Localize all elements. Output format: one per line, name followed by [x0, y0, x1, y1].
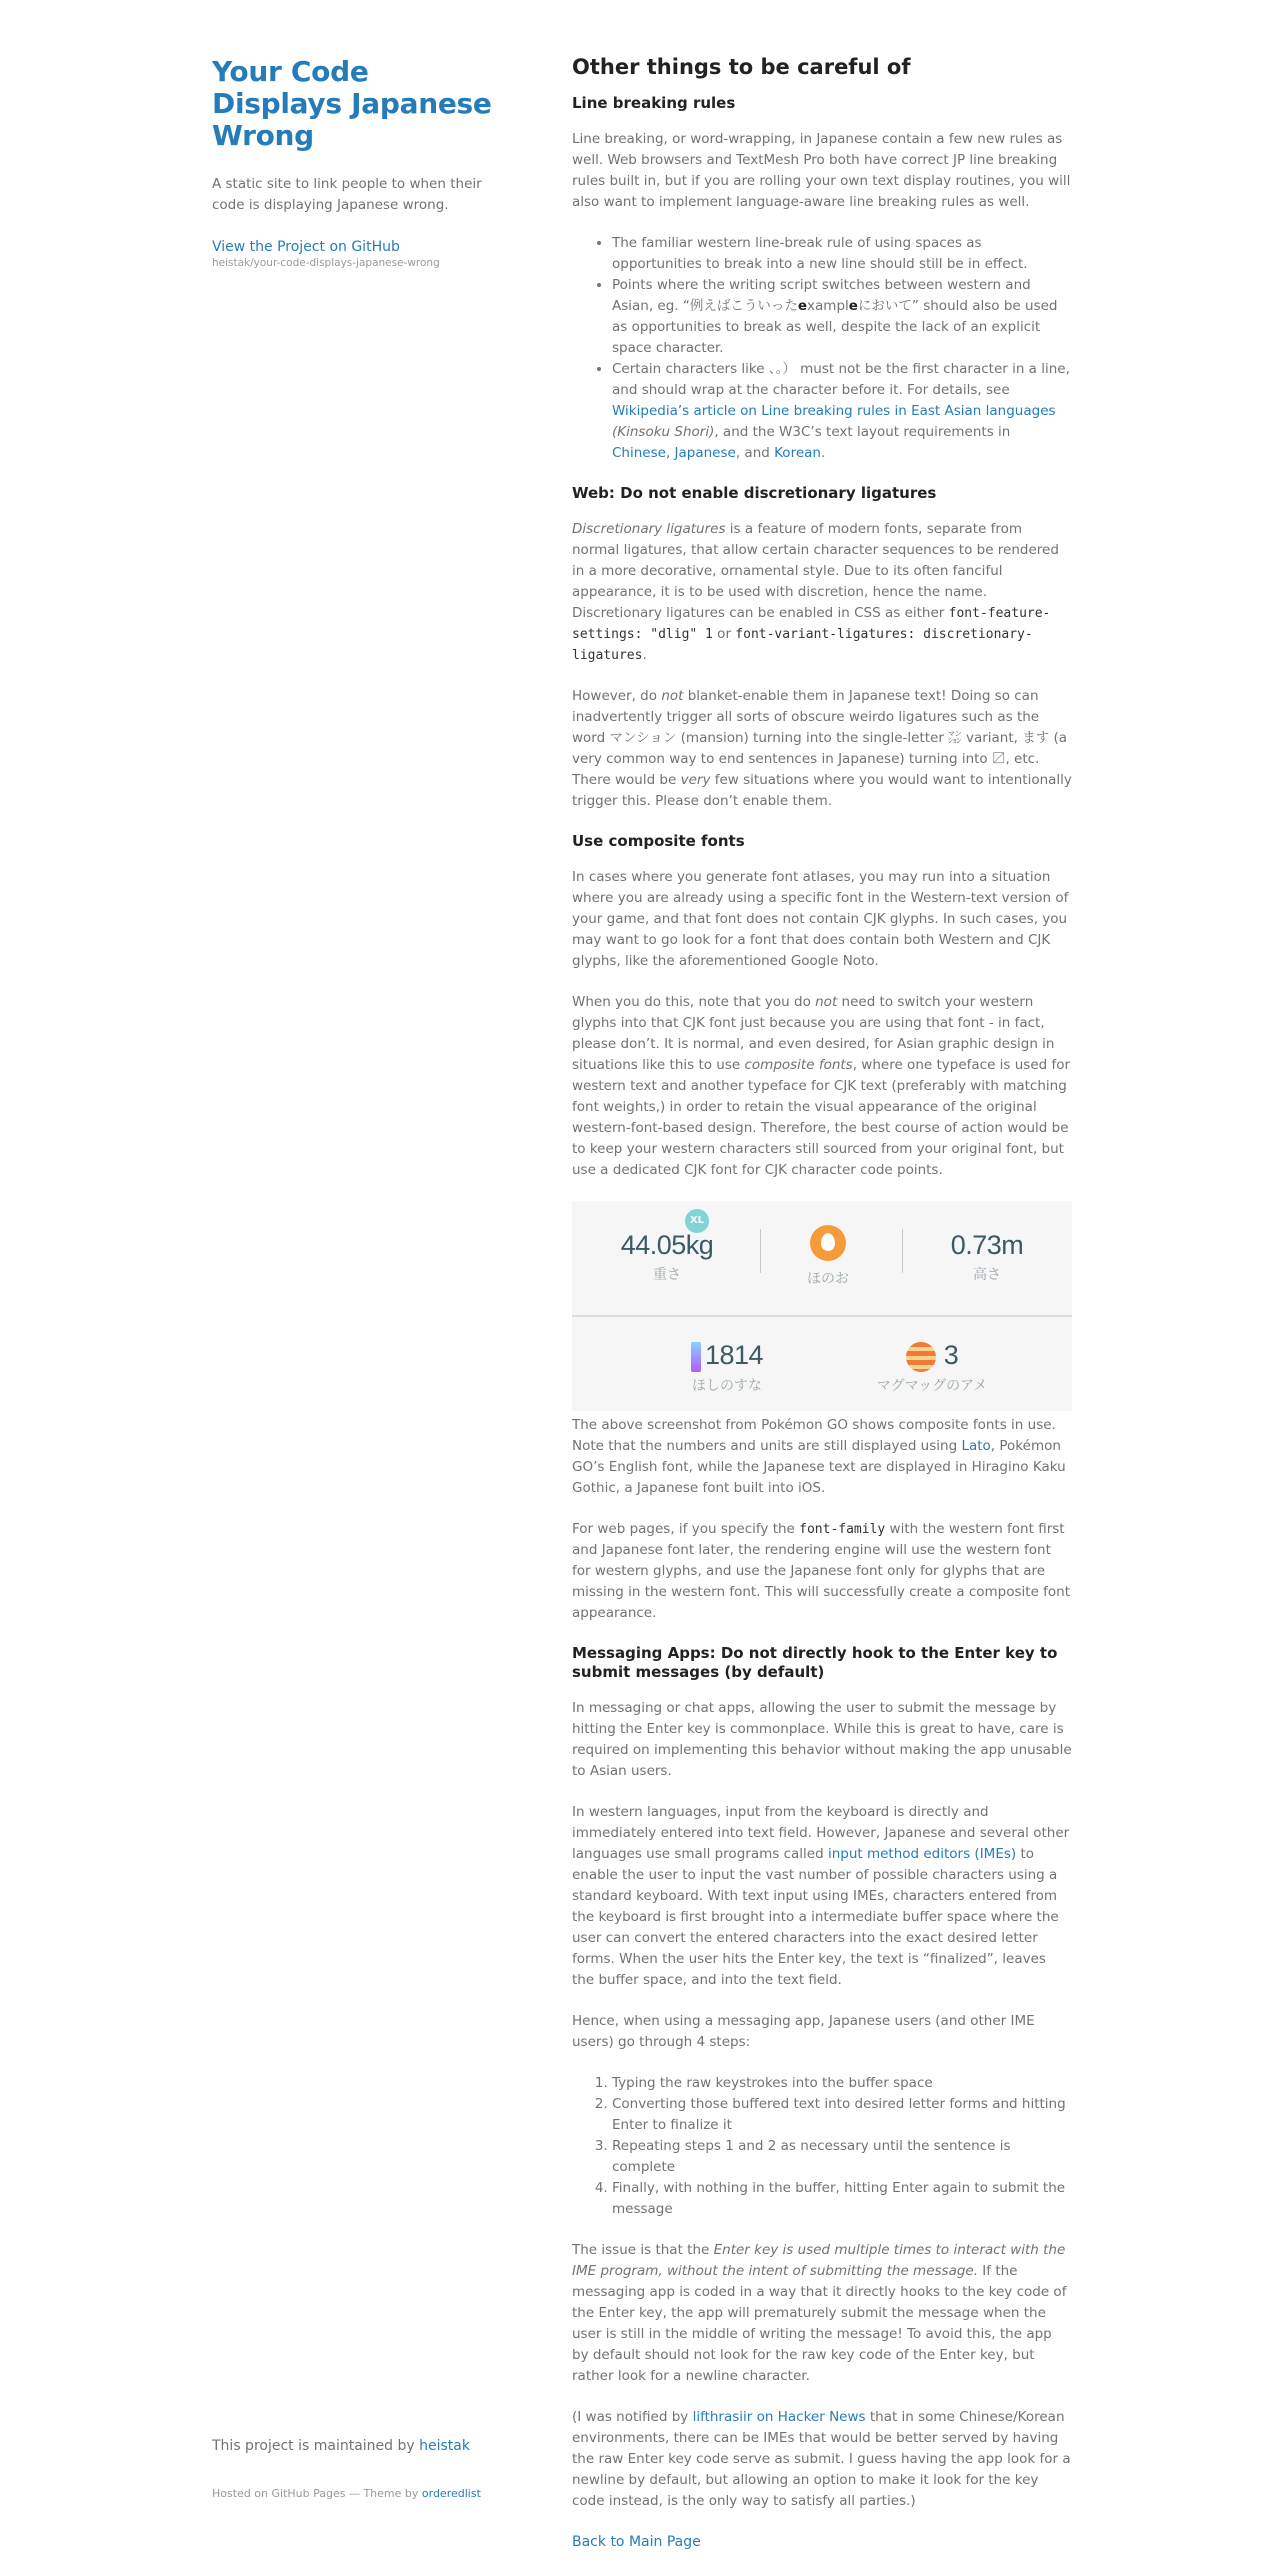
xl-badge: XL — [685, 1209, 709, 1233]
height-value: 0.73m — [950, 1230, 1024, 1260]
candy-icon — [906, 1342, 936, 1372]
stardust-value: 1814 — [704, 1340, 764, 1370]
hosted-prefix: Hosted on GitHub Pages — Theme by — [212, 2487, 422, 2500]
section-heading-ligatures: Web: Do not enable discretionary ligatures — [572, 484, 937, 502]
messaging-paragraph-5: (I was notified by lifthrasiir on Hacker News that in some Chinese/Korean environments, there can be IMEs that would be better served by having the raw Enter key code serve as submit. I guess having the app look for a newline by default, but allowing an option to make it look for the key code instead, is the only way to satisfy all parties.) — [572, 2409, 1071, 2509]
section-heading-composite: Use composite fonts — [572, 832, 745, 850]
composite-paragraph-3: The above screenshot from Pokémon GO shows composite fonts in use. Note that the numbers and units are still displayed using Lato, Pokémon GO’s English font, while the Japanese text are displayed in Hiragino Kaku Gothic, a Japanese font built into iOS. — [572, 1417, 1066, 1496]
type-stat — [778, 1265, 878, 1289]
list-item: • Certain characters like 、。） must not be the first character in a line, and should wrap at the character before it. For details, see Wikipedia’s article on Line breaking rules in East Asian languages (Kinsoku Shori), and the W3C’s text layout requirements in Chinese, Japanese, and Korean. — [612, 359, 1072, 464]
wikipedia-link[interactable]: Wikipedia’s article on Line breaking rules in East Asian languages — [612, 403, 1056, 419]
pokemon-go-screenshot — [572, 1201, 1072, 1411]
candy-stat — [832, 1339, 1032, 1396]
japanese-link[interactable]: Japanese — [674, 445, 736, 461]
messaging-paragraph-2: In western languages, input from the keyboard is directly and immediately entered into text field. However, Japanese and several other languages use small programs called input method editors (IMEs) to enable the user to input the vast number of possible characters using a standard keyboard. With text input using IMEs, characters entered from the keyboard is first brought into a intermediate buffer space where the user can convert the entered characters into the exact desired letter forms. When the user hits the Enter key, the text is “finalized”, leaves the buffer space, and into the text field. — [572, 1804, 1070, 1988]
stat-divider — [902, 1229, 903, 1273]
composite-paragraph-2: When you do this, note that you do not need to switch your western glyphs into that CJK font just because you are using that font - in fact, please don’t. It is normal, and even desired, for Asian graphic design in situations like this to use composite fonts, where one typeface is used for western text and another typeface for CJK text (preferably with matching font weights,) in order to retain the visual appearance of the original western-font-based design. Therefore, the best course of action would be to keep your western characters still sourced from your original font, but use a dedicated CJK font for CJK character code points. — [572, 994, 1071, 1178]
type-label: ほのお — [807, 1271, 849, 1287]
stardust-stat — [652, 1339, 802, 1396]
main-content — [572, 52, 1072, 2553]
sidebar — [212, 56, 492, 270]
height-stat — [922, 1229, 1052, 1285]
list-item: 3. Repeating steps 1 and 2 as necessary until the sentence is complete — [612, 2136, 1072, 2178]
screenshot-divider — [572, 1315, 1072, 1317]
footer — [212, 2436, 492, 2504]
list-item: • The familiar western line-break rule of using spaces as opportunities to break into a new line should still be in effect. — [612, 233, 1072, 275]
ime-steps-list — [612, 2073, 1072, 2220]
weight-label: 重さ — [653, 1267, 681, 1283]
list-item: 4. Finally, with nothing in the buffer, hitting Enter again to submit the message — [612, 2178, 1072, 2220]
section-heading-messaging: Messaging Apps: Do not directly hook to the Enter key to submit messages (by default) — [572, 1644, 1058, 1681]
theme-link[interactable]: orderedlist — [421, 2487, 481, 2500]
height-label: 高さ — [973, 1267, 1001, 1283]
maintainer-line — [212, 2436, 492, 2457]
stardust-label: ほしのすな — [692, 1377, 762, 1394]
stats-top-row — [572, 1201, 1072, 1315]
candy-label: マグマッグのアメ — [876, 1377, 988, 1394]
ligatures-paragraph-1: Discretionary ligatures is a feature of modern fonts, separate from normal ligatures, that allow certain character sequences to be rendered in a more decorative, ornamental style. Due to its often fanciful appearance, it is to be used with discretion, hence the name. Discretionary ligatures can be enabled in CSS as either font-feature-settings: "dlig" 1 or font-variant-ligatures: discretionary-ligatures. — [572, 521, 1059, 663]
composite-paragraph-1: In cases where you generate font atlases, you may run into a situation where you are already using a specific font in the Western-text version of your game, and that font does not contain CJK glyphs. In such cases, you may want to go look for a font that does contain both Western and CJK glyphs, like the aforementioned Google Noto. — [572, 869, 1069, 969]
ligatures-paragraph-2: However, do not blanket-enable them in Japanese text! Doing so can inadvertently trigger all sorts of obscure weirdo ligatures such as the word マンション (mansion) turning into the single-letter ㍇ variant, ます (a very common way to end sentences in Japanese) turning into 〼, etc. There would be very few situations where you would want to intentionally trigger this. Please don’t enable them. — [572, 688, 1072, 809]
maintainer-link[interactable]: heistak — [419, 2438, 470, 2454]
ime-link[interactable]: input method editors (IMEs) — [827, 1846, 1017, 1862]
page-heading: Other things to be careful of — [572, 55, 911, 79]
messaging-paragraph-1: In messaging or chat apps, allowing the user to submit the message by hitting the Enter key is commonplace. While this is great to have, care is required on implementing this behavior without making the app unusable to Asian users. — [572, 1700, 1072, 1779]
project-repo-label: heistak/your-code-displays-japanese-wrong — [212, 257, 440, 269]
messaging-paragraph-3: Hence, when using a messaging app, Japanese users (and other IME users) go through 4 steps: — [572, 2013, 1035, 2050]
list-item: • Points where the writing script switches between western and Asian, eg. “例えばこういったexampleにおいて” should also be used as opportunities to break as well, despite the lack of an explicit space character. — [612, 275, 1072, 359]
candy-value: 3 — [943, 1340, 959, 1370]
list-item: 1. Typing the raw keystrokes into the buffer space — [612, 2073, 1072, 2094]
maintainer-prefix: This project is maintained by — [212, 2438, 420, 2454]
fire-type-icon — [810, 1225, 846, 1261]
chinese-link[interactable]: Chinese — [612, 445, 666, 461]
list-item: 2. Converting those buffered text into desired letter forms and hitting Enter to finalize it — [612, 2094, 1072, 2136]
site-description: A static site to link people to when their code is displaying Japanese wrong. — [212, 176, 482, 213]
stat-divider — [760, 1229, 761, 1273]
line-breaking-intro: Line breaking, or word-wrapping, in Japanese contain a few new rules as well. Web browsers and TextMesh Pro both have correct JP line breaking rules built in, but if you are rolling your own text display routines, you will also want to implement language-aware line breaking rules as well. — [572, 131, 1071, 210]
stardust-icon — [691, 1342, 701, 1372]
weight-value: 44.05kg — [620, 1230, 714, 1260]
site-title[interactable]: Your Code Displays Japanese Wrong — [212, 55, 492, 152]
korean-link[interactable]: Korean — [774, 445, 821, 461]
back-to-main-link[interactable]: Back to Main Page — [572, 2534, 701, 2550]
weight-stat — [602, 1229, 732, 1285]
composite-paragraph-4: For web pages, if you specify the font-family with the western font first and Japanese font later, the rendering engine will use the western font for western glyphs, and use the Japanese font only for glyphs that are missing in the western font. This will successfully create a composite font appearance. — [572, 1521, 1071, 1621]
section-heading-line-breaking: Line breaking rules — [572, 94, 736, 112]
hosted-line — [212, 2483, 492, 2504]
line-breaking-list — [612, 233, 1072, 464]
hacker-news-link[interactable]: lifthrasiir on Hacker News — [692, 2409, 866, 2425]
messaging-paragraph-4: The issue is that the Enter key is used multiple times to interact with the IME program, without the intent of submitting the message. If the messaging app is coded in a way that it directly hooks to the key code of the Enter key, the app will prematurely submit the message when the user is still in the middle of writing the message! To avoid this, the app by default should not look for the raw key code of the Enter key, but rather look for a newline character. — [572, 2242, 1067, 2384]
view-project-link[interactable]: View the Project on GitHub — [212, 239, 400, 255]
lato-link[interactable]: Lato — [961, 1438, 991, 1454]
